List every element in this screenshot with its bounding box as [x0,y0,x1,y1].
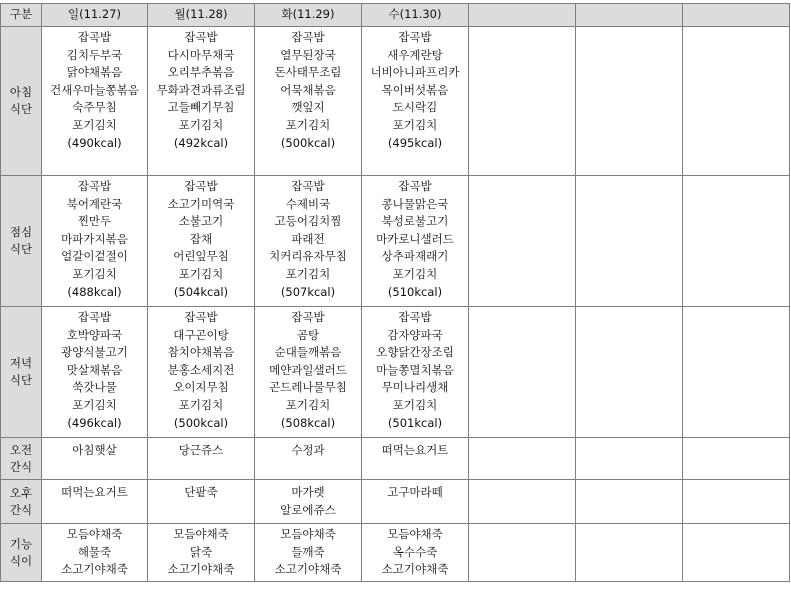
menu-cell-lunch-tue: 잡곡밥 수제비국 고등어김치찜 파래전 치커리유자무침 포기김치 (507kcal) [255,176,362,307]
meal-row-am-snack [1,438,790,480]
row-label-functional: 기능 식이 [1,524,42,582]
day-header-mon: 월(11.28) [148,4,255,27]
menu-cell-empty [576,27,683,176]
meal-row-dinner [1,307,790,438]
menu-cell-empty [576,480,683,524]
day-header-tue: 화(11.29) [255,4,362,27]
day-header-sun: 일(11.27) [42,4,148,27]
menu-cell-functional-mon: 모듬야채죽 닭죽 소고기야채죽 [148,524,255,582]
day-header-empty-3 [683,4,790,27]
category-header: 구분 [1,4,42,27]
header-row [1,4,790,27]
menu-cell-empty [576,438,683,480]
menu-cell-am-snack-tue: 수정과 [255,438,362,480]
menu-cell-pm-snack-wed: 고구마라떼 [362,480,469,524]
menu-cell-empty [576,307,683,438]
menu-cell-functional-tue: 모듬야채죽 들깨죽 소고기야채죽 [255,524,362,582]
menu-cell-breakfast-mon: 잡곡밥 다시마무채국 오리부추볶음 무화과견과류조림 고들빼기무침 포기김치 (492kcal) [148,27,255,176]
menu-cell-breakfast-wed: 잡곡밥 새우계란탕 너비아니파프리카 목이버섯볶음 도시락김 포기김치 (495kcal) [362,27,469,176]
menu-cell-empty [469,307,576,438]
menu-cell-empty [683,176,790,307]
menu-cell-pm-snack-tue: 마가렛 알로에쥬스 [255,480,362,524]
menu-cell-pm-snack-sun: 떠먹는요거트 [42,480,148,524]
meal-row-functional [1,524,790,582]
weekly-meal-table [0,3,790,582]
menu-cell-functional-sun: 모듬야채죽 해물죽 소고기야채죽 [42,524,148,582]
menu-cell-functional-wed: 모듬야채죽 옥수수죽 소고기야채죽 [362,524,469,582]
menu-cell-lunch-sun: 잡곡밥 북어계란국 찐만두 마파가지볶음 얼갈이겉절이 포기김치 (488kcal) [42,176,148,307]
menu-cell-empty [683,524,790,582]
menu-cell-breakfast-sun: 잡곡밥 김치두부국 닭야채볶음 건새우마늘쫑볶음 숙주무침 포기김치 (490kcal) [42,27,148,176]
row-label-am-snack: 오전 간식 [1,438,42,480]
day-header-empty-2 [576,4,683,27]
menu-cell-lunch-mon: 잡곡밥 소고기미역국 소불고기 잡채 어린잎무침 포기김치 (504kcal) [148,176,255,307]
menu-cell-am-snack-wed: 떠먹는요거트 [362,438,469,480]
menu-cell-am-snack-mon: 당근쥬스 [148,438,255,480]
menu-cell-dinner-wed: 잡곡밥 감자양파국 오향닭간장조림 마늘쫑멸치볶음 무미나리생채 포기김치 (501kcal) [362,307,469,438]
menu-cell-empty [576,176,683,307]
menu-cell-breakfast-tue: 잡곡밥 열무된장국 돈사태무조림 어묵채볶음 깻잎지 포기김치 (500kcal) [255,27,362,176]
menu-cell-dinner-tue: 잡곡밥 곰탕 순대들깨볶음 메얀과일샐러드 곤드레나물무침 포기김치 (508kcal) [255,307,362,438]
day-header-empty-1 [469,4,576,27]
menu-cell-empty [469,480,576,524]
menu-cell-empty [576,524,683,582]
menu-cell-empty [469,27,576,176]
menu-cell-empty [469,438,576,480]
meal-row-pm-snack [1,480,790,524]
day-header-wed: 수(11.30) [362,4,469,27]
meal-row-lunch [1,176,790,307]
menu-cell-empty [683,307,790,438]
row-label-pm-snack: 오후 간식 [1,480,42,524]
row-label-lunch: 점심 식단 [1,176,42,307]
meal-row-breakfast [1,27,790,176]
menu-cell-pm-snack-mon: 단팥죽 [148,480,255,524]
menu-cell-am-snack-sun: 아침햇살 [42,438,148,480]
menu-cell-lunch-wed: 잡곡밥 콩나물맑은국 북성로불고기 마카로니샐러드 상추파재래기 포기김치 (510kcal) [362,176,469,307]
row-label-dinner: 저녁 식단 [1,307,42,438]
menu-cell-empty [683,480,790,524]
menu-cell-empty [469,176,576,307]
menu-cell-empty [683,438,790,480]
menu-cell-dinner-sun: 잡곡밥 호박양파국 광양식불고기 맛살채볶음 쑥갓나물 포기김치 (496kcal) [42,307,148,438]
row-label-breakfast: 아침 식단 [1,27,42,176]
menu-cell-empty [683,27,790,176]
menu-cell-empty [469,524,576,582]
menu-cell-dinner-mon: 잡곡밥 대구곤이탕 참치야채볶음 분홍소세지전 오이지무침 포기김치 (500kcal) [148,307,255,438]
